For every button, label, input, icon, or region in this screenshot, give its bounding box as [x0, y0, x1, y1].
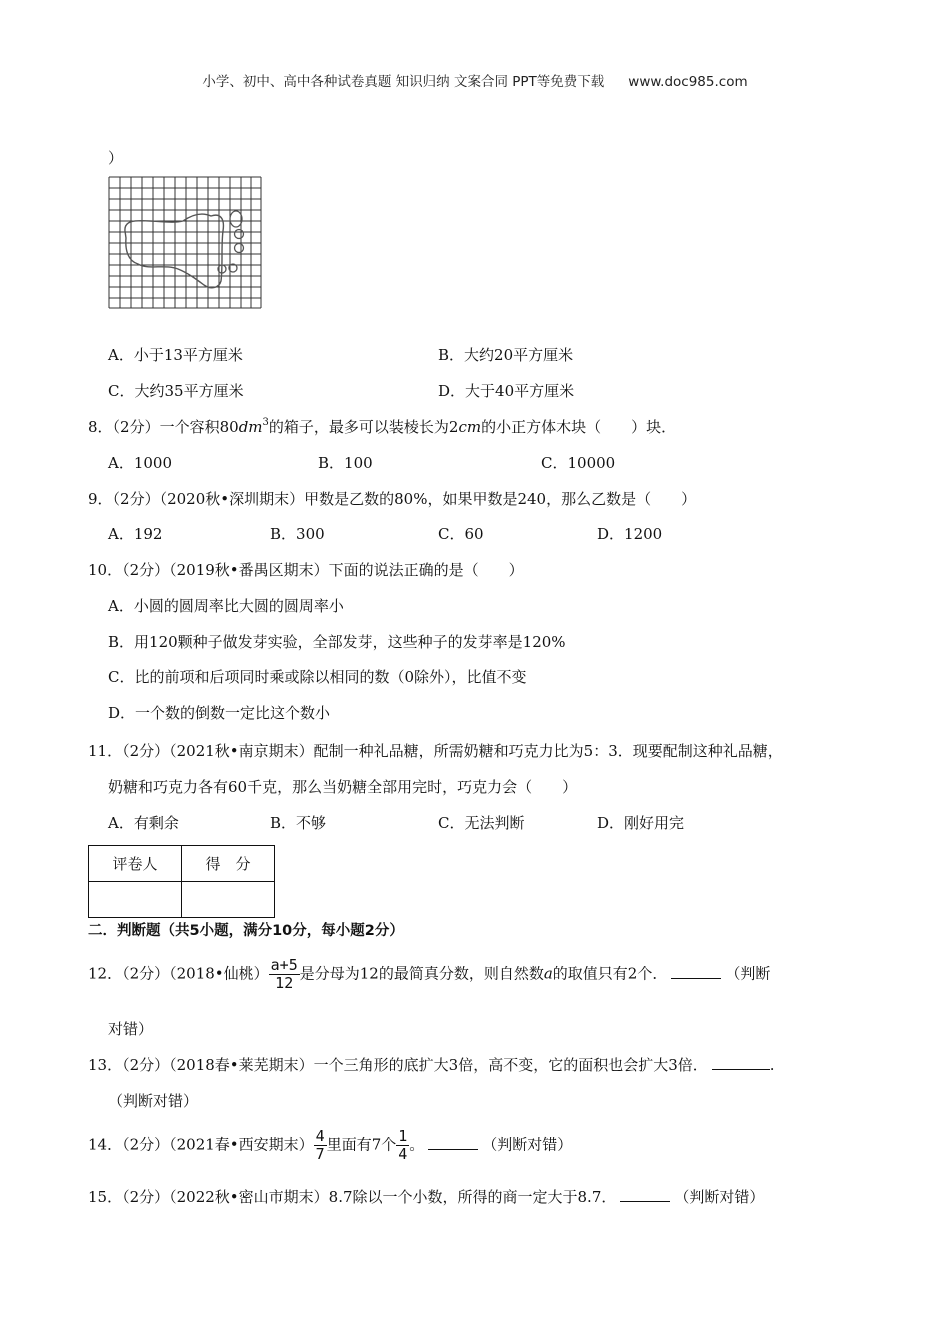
- q10-option-c[interactable]: C．比的前项和后项同时乘或除以相同的数（0除外），比值不变: [108, 668, 527, 686]
- toe-3: [235, 244, 244, 253]
- q12-answer-blank[interactable]: [671, 966, 721, 979]
- q12-var: a: [543, 964, 553, 983]
- q10-option-b[interactable]: B．用120颗种子做发芽实验，全部发芽，这些种子的发芽率是120%: [108, 633, 566, 651]
- q9-stem: 9．（2分）（2020秋•深圳期末）甲数是乙数的80%，如果甲数是240，那么乙数是（ ）: [88, 490, 697, 508]
- q14-mid: 里面有7个: [326, 1135, 397, 1154]
- q15-answer-blank[interactable]: [620, 1189, 670, 1202]
- score-table: [88, 845, 275, 918]
- score-cell-grader[interactable]: [89, 882, 182, 918]
- q11-option-b[interactable]: B．不够: [270, 814, 327, 832]
- q14-f1-num: 4: [315, 1127, 325, 1145]
- q13-stem: [88, 1054, 775, 1075]
- toe-1: [230, 211, 242, 227]
- header-url[interactable]: www.doc985.com: [628, 74, 748, 90]
- score-cell-score[interactable]: [182, 882, 275, 918]
- q15-stem: [88, 1186, 764, 1207]
- q14-suffix: 。: [409, 1135, 425, 1154]
- q8-mid: 的箱子，最多可以装棱长为2: [268, 418, 459, 436]
- q12-frac-num: a+5: [270, 956, 298, 974]
- q12-stem: [88, 957, 770, 992]
- q13-end: .: [769, 1056, 775, 1074]
- q14-f2-num: 1: [398, 1127, 408, 1145]
- q11-option-d[interactable]: D．刚好用完: [597, 814, 685, 832]
- q12-prefix: 12．（2分）（2018•仙桃）: [88, 964, 269, 983]
- score-header-score: 得 分: [182, 846, 275, 882]
- q8-option-a[interactable]: A．1000: [108, 454, 173, 472]
- q9-option-d[interactable]: D．1200: [597, 525, 663, 543]
- q9-option-a[interactable]: A．192: [108, 525, 163, 543]
- q8-option-c[interactable]: C．10000: [541, 454, 616, 472]
- q14-stem: [88, 1128, 572, 1163]
- section-2-title: 二．判断题（共5小题，满分10分，每小题2分）: [88, 923, 404, 939]
- q14-answer-blank[interactable]: [428, 1137, 478, 1150]
- q13-text: 13．（2分）（2018春•莱芜期末）一个三角形的底扩大3倍，高不变，它的面积也会扩大3倍．: [88, 1056, 708, 1074]
- q13-stem-line2: （判断对错）: [108, 1092, 199, 1110]
- q10-stem: 10．（2分）（2019秋•番禺区期末）下面的说法正确的是（ ）: [88, 561, 524, 579]
- footprint-grid-figure: [108, 176, 264, 310]
- q9-option-b[interactable]: B．300: [270, 525, 325, 543]
- q14-f1-den: 7: [315, 1145, 325, 1163]
- q12-stem-line2: 对错）: [108, 1020, 154, 1038]
- toe-2: [235, 230, 244, 239]
- q11-option-c[interactable]: C．无法判断: [438, 814, 525, 832]
- q8-unit-dm: dm: [238, 418, 263, 436]
- q13-answer-blank[interactable]: [712, 1057, 770, 1070]
- q10-option-d[interactable]: D．一个数的倒数一定比这个数小: [108, 704, 331, 722]
- q7-option-a[interactable]: A．小于13平方厘米: [108, 346, 243, 364]
- header-text: 小学、初中、高中各种试卷真题 知识归纳 文案合同 PPT等免费下载: [202, 74, 605, 90]
- page-header: [0, 70, 950, 90]
- q8-prefix: 8．（2分）一个容积80: [88, 418, 239, 436]
- q15-tail: （判断对错）: [674, 1188, 765, 1206]
- q7-paren: ）: [108, 149, 124, 167]
- q7-option-c[interactable]: C．大约35平方厘米: [108, 382, 244, 400]
- q14-tail: （判断对错）: [482, 1135, 573, 1154]
- grid-lines: [109, 177, 261, 308]
- q8-unit-cm: cm: [458, 418, 482, 436]
- q11-stem-line2: 奶糖和巧克力各有60千克，那么当奶糖全部用完时，巧克力会（ ）: [108, 778, 578, 796]
- q11-option-a[interactable]: A．有剩余: [108, 814, 179, 832]
- q12-fraction: [269, 957, 300, 992]
- q12-tail: （判断: [725, 964, 771, 983]
- q7-option-d[interactable]: D．大于40平方厘米: [438, 382, 575, 400]
- q14-fraction-2: [396, 1128, 409, 1163]
- q14-f2-den: 4: [398, 1145, 408, 1163]
- score-header-grader: 评卷人: [89, 846, 182, 882]
- q14-prefix: 14．（2分）（2021春•西安期末）: [88, 1135, 314, 1154]
- q12-mid: 是分母为12的最简真分数，则自然数: [299, 964, 544, 983]
- q12-suffix: 的取值只有2个．: [552, 964, 668, 983]
- q7-option-b[interactable]: B．大约20平方厘米: [438, 346, 574, 364]
- q8-suffix: 的小正方体木块（ ）块．: [481, 418, 677, 436]
- q8-exponent: 3: [262, 417, 269, 428]
- q8-stem: [88, 416, 676, 437]
- q15-text: 15．（2分）（2022秋•密山市期末）8.7除以一个小数，所得的商一定大于8.7．: [88, 1188, 617, 1206]
- q14-fraction-1: [314, 1128, 327, 1163]
- q8-option-b[interactable]: B．100: [318, 454, 373, 472]
- q10-option-a[interactable]: A．小圆的圆周率比大圆的圆周率小: [108, 597, 344, 615]
- q9-option-c[interactable]: C．60: [438, 525, 484, 543]
- footprint-shape: [125, 214, 224, 288]
- q12-frac-den: 12: [269, 974, 300, 992]
- q11-stem-line1: 11．（2分）（2021秋•南京期末）配制一种礼品糖，所需奶糖和巧克力比为5：3．现要配制这种礼品糖，: [88, 742, 783, 760]
